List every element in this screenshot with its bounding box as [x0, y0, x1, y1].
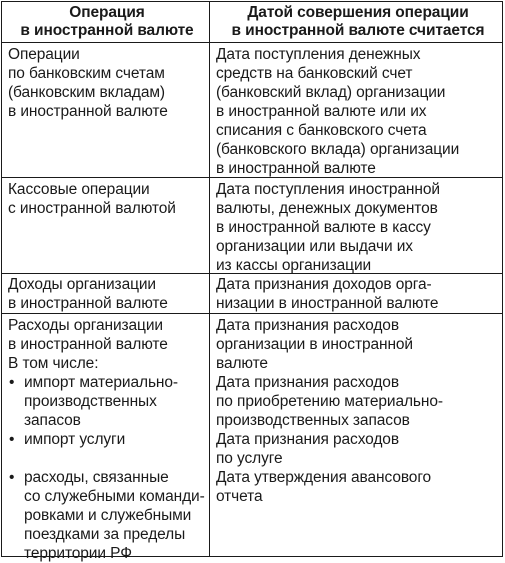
table-row [2, 314, 502, 562]
cell-text: производственных запасов [216, 412, 410, 429]
header-text: в иностранной валюте считается [231, 22, 485, 39]
table-row [2, 43, 502, 178]
cell-text: по приобретению материально- [216, 393, 443, 410]
cell-text: в иностранной валюте [8, 103, 168, 120]
cell-text: расходы, связанные [24, 469, 169, 486]
cell-text: Дата поступления денежных [216, 46, 421, 63]
cell-date [216, 180, 500, 275]
cell-date [216, 275, 500, 313]
cell-text: низации в иностранной валюте [216, 295, 439, 312]
cell-operation [8, 45, 206, 121]
cell-text: импорт материально- [24, 374, 178, 391]
cell-text: в иностранной валюте [8, 295, 168, 312]
cell-text: отчета [216, 488, 263, 505]
cell-text: по услуге [216, 450, 283, 467]
cell-text: (банковским вкладам) [8, 84, 165, 101]
cell-text: по банковским счетам [8, 65, 165, 82]
header-text: Датой совершения операции [247, 4, 469, 21]
list-item [8, 430, 206, 468]
cell-text: производственных [24, 393, 157, 410]
cell-text: Операции [8, 46, 80, 63]
cell-text: импорт услуги [24, 431, 126, 448]
cell-text: (банковский вклад) организации [216, 84, 446, 101]
cell-text: из кассы организации [216, 257, 372, 274]
cell-text: Дата признания расходов [216, 374, 399, 391]
cell-text: с иностранной валютой [8, 200, 176, 217]
header-col-date [216, 4, 500, 40]
cell-text: в иностранной валюте или их [216, 103, 427, 120]
cell-text: поездками за пределы [24, 526, 186, 543]
cell-text: валюте [216, 355, 268, 372]
cell-text: Доходы организации [8, 276, 156, 293]
cell-text: территории РФ [24, 545, 132, 562]
cell-text: запасов [24, 412, 81, 429]
header-text: Операция [69, 4, 145, 21]
bullet-icon: • [9, 469, 15, 486]
cell-text: Дата признания доходов орга- [216, 276, 432, 293]
cell-text: В том числе: [8, 355, 99, 372]
list-item [8, 373, 206, 430]
cell-operation [8, 180, 206, 218]
table-row [2, 178, 502, 274]
cell-date [216, 316, 500, 506]
list-item [8, 468, 206, 563]
cell-operation [8, 275, 206, 313]
bullet-icon: • [9, 374, 15, 391]
cell-operation [8, 316, 206, 563]
cell-text: организации в иностранной [216, 336, 413, 353]
cell-text: Дата утверждения авансового [216, 469, 432, 486]
cell-text: в иностранной валюте [216, 160, 376, 177]
header-col-operation [8, 4, 206, 40]
cell-text: Кассовые операции [8, 181, 150, 198]
cell-date [216, 45, 500, 178]
table-row [2, 274, 502, 314]
cell-text: (банковского вклада) организации [216, 141, 460, 158]
cell-text: Дата признания расходов [216, 431, 399, 448]
header-text: в иностранной валюте [20, 22, 194, 39]
currency-operations-table [1, 1, 503, 562]
table-header-row [2, 2, 502, 43]
cell-text: средств на банковский счет [216, 65, 413, 82]
spacer [24, 449, 206, 468]
cell-text: Расходы организации [8, 317, 163, 334]
cell-text: Дата поступления иностранной [216, 181, 440, 198]
bullet-icon: • [9, 431, 15, 448]
cell-text: списания с банковского счета [216, 122, 427, 139]
cell-text: ровками и служебными [24, 507, 192, 524]
cell-text: со служебными команди- [24, 488, 205, 505]
cell-text: Дата признания расходов [216, 317, 399, 334]
cell-text: валюты, денежных документов [216, 200, 438, 217]
cell-text: организации или выдачи их [216, 238, 413, 255]
cell-text: в иностранной валюте в кассу [216, 219, 431, 236]
cell-text: в иностранной валюте [8, 336, 168, 353]
